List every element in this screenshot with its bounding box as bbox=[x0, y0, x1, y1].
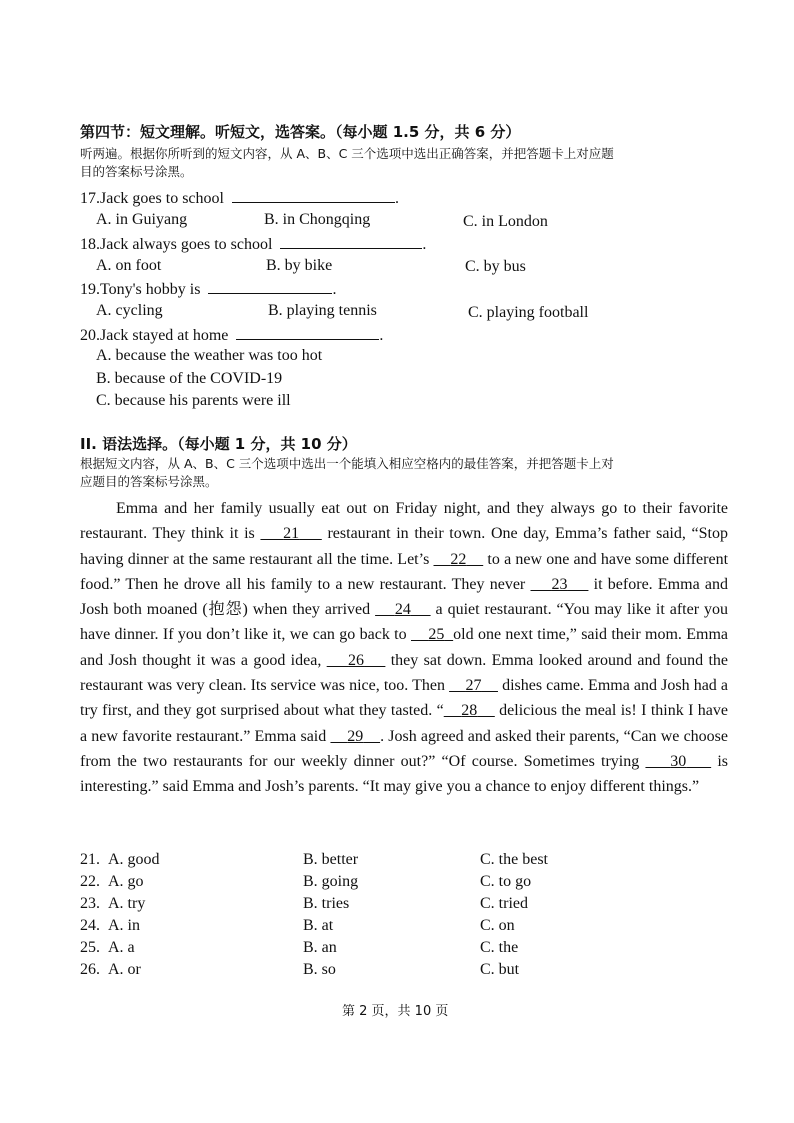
question-stem: 19.Tony's hobby is bbox=[80, 281, 201, 298]
reading-passage bbox=[80, 496, 728, 800]
choice-a: A. good bbox=[108, 851, 160, 868]
choice-c: C. the bbox=[480, 939, 519, 956]
question-end: . bbox=[422, 236, 427, 253]
choice-a: A. try bbox=[108, 895, 146, 912]
section4-instruction-line2: 目的答案标号涂黑。 bbox=[80, 164, 193, 179]
choice-c: C. on bbox=[480, 917, 515, 934]
choice-row-24 bbox=[80, 917, 515, 935]
blank-23: 23 bbox=[551, 575, 568, 593]
choice-row-26 bbox=[80, 961, 519, 979]
blank-22: 22 bbox=[450, 550, 467, 568]
passage-text: they sat down. Emma looked around and found the restaurant was very clean. Its service was nice, too. Then bbox=[80, 651, 729, 695]
option-18a: A. on foot bbox=[96, 257, 162, 274]
page-number: 第 2 页，共 10 页 bbox=[342, 1004, 449, 1019]
question-end: . bbox=[332, 281, 337, 298]
section2-instruction-line2: 应题目的答案标号涂黑。 bbox=[80, 474, 218, 489]
answer-blank bbox=[280, 234, 422, 249]
passage-text: Emma and her family usually eat out on Friday night, and they always go to their favorite restaurant. They think it is bbox=[80, 500, 728, 543]
option-19b: B. playing tennis bbox=[268, 302, 377, 319]
choice-a: A. go bbox=[108, 873, 144, 890]
blank-25: 25 bbox=[428, 626, 445, 644]
section2-title: II. 语法选择。（每小题 1 分，共 10 分） bbox=[80, 435, 357, 453]
choice-row-22 bbox=[80, 873, 531, 891]
choice-number: 24. bbox=[80, 917, 100, 934]
answer-blank bbox=[232, 188, 395, 203]
option-18c: C. by bus bbox=[465, 258, 526, 275]
choice-a: A. in bbox=[108, 917, 140, 934]
blank-30: 30 bbox=[670, 752, 687, 770]
choice-a: A. or bbox=[108, 961, 141, 978]
passage-text: delicious the meal is! I think I have a new favorite restaurant.” Emma said bbox=[80, 702, 729, 745]
passage-text: is interesting.” said Emma and Josh’s parents. “It may give you a chance to enjoy different things.” bbox=[80, 752, 729, 796]
option-20c: C. because his parents were ill bbox=[96, 392, 291, 409]
option-20a: A. because the weather was too hot bbox=[96, 347, 323, 364]
question-stem: 18.Jack always goes to school bbox=[80, 236, 273, 253]
question-19 bbox=[80, 279, 336, 299]
blank-24: 24 bbox=[394, 601, 411, 619]
passage-text: dishes came. Emma and Josh had a try first, and they got surprised about what they tasted. “ bbox=[80, 677, 728, 720]
choice-c: C. the best bbox=[480, 851, 548, 868]
question-end: . bbox=[379, 327, 384, 344]
question-stem: 20.Jack stayed at home bbox=[80, 327, 229, 344]
question-end: . bbox=[394, 190, 399, 207]
answer-blank bbox=[236, 325, 379, 340]
choice-number: 23. bbox=[80, 895, 100, 912]
choice-a: A. a bbox=[108, 939, 135, 956]
choice-c: C. to go bbox=[480, 873, 532, 890]
passage-text: old one next time,” said their mom. Emma and Josh thought it was a good idea, bbox=[80, 626, 729, 669]
section4-title: 第四节：短文理解。听短文，选答案。（每小题 1.5 分，共 6 分） bbox=[80, 123, 521, 141]
passage-text: restaurant in their town. One day, Emma’s father said, “Stop having dinner at the same restaurant all the time. Let’s bbox=[80, 525, 728, 568]
passage-text: a quiet restaurant. “You may like it after you have dinner. If you don’t like it, we can go back to bbox=[80, 601, 728, 644]
section2-instruction-line1: 根据短文内容，从 A、B、C 三个选项中选出一个能填入相应空格内的最佳答案，并把答题卡上对 bbox=[80, 456, 614, 471]
choice-c: C. but bbox=[480, 961, 520, 978]
choice-number: 25. bbox=[80, 939, 100, 956]
choice-number: 21. bbox=[80, 851, 100, 868]
option-17a: A. in Guiyang bbox=[96, 211, 188, 228]
option-18b: B. by bike bbox=[266, 257, 333, 274]
choice-b: B. better bbox=[303, 851, 359, 868]
option-17c: C. in London bbox=[463, 213, 548, 230]
section4-instruction-line1: 听两遍。根据你所听到的短文内容，从 A、B、C 三个选项中选出正确答案，并把答题卡上对应题 bbox=[80, 146, 614, 161]
option-19c: C. playing football bbox=[468, 304, 589, 321]
option-19a: A. cycling bbox=[96, 302, 163, 319]
choice-b: B. an bbox=[303, 939, 337, 956]
blank-21: 21 bbox=[283, 525, 300, 543]
question-stem: 17.Jack goes to school bbox=[80, 190, 224, 207]
passage-text: it before. Emma and Josh both moaned (抱怨) when they arrived bbox=[80, 575, 729, 619]
answer-blank bbox=[208, 279, 332, 294]
choice-row-23 bbox=[80, 895, 528, 913]
choice-b: B. going bbox=[303, 873, 359, 890]
passage-text: . Josh agreed and asked their parents, “Can we choose from the two restaurants for our weekly dinner out?” “Of course. Sometimes trying bbox=[80, 727, 729, 770]
option-17b: B. in Chongqing bbox=[264, 211, 371, 228]
blank-27: 27 bbox=[465, 677, 482, 695]
question-20 bbox=[80, 325, 383, 345]
option-20b: B. because of the COVID-19 bbox=[96, 370, 283, 387]
passage-text: to a new one and have some different food.” Then he drove all his family to a new restaurant. They never bbox=[80, 550, 729, 593]
choice-row-25 bbox=[80, 939, 518, 957]
choice-b: B. tries bbox=[303, 895, 350, 912]
choice-number: 22. bbox=[80, 873, 100, 890]
blank-29: 29 bbox=[347, 727, 364, 745]
choice-c: C. tried bbox=[480, 895, 528, 912]
question-17 bbox=[80, 188, 399, 208]
blank-28: 28 bbox=[461, 702, 478, 720]
question-18 bbox=[80, 234, 426, 254]
blank-26: 26 bbox=[348, 651, 365, 669]
choice-b: B. so bbox=[303, 961, 336, 978]
choice-row-21 bbox=[80, 851, 548, 869]
choice-number: 26. bbox=[80, 961, 100, 978]
choice-b: B. at bbox=[303, 917, 334, 934]
